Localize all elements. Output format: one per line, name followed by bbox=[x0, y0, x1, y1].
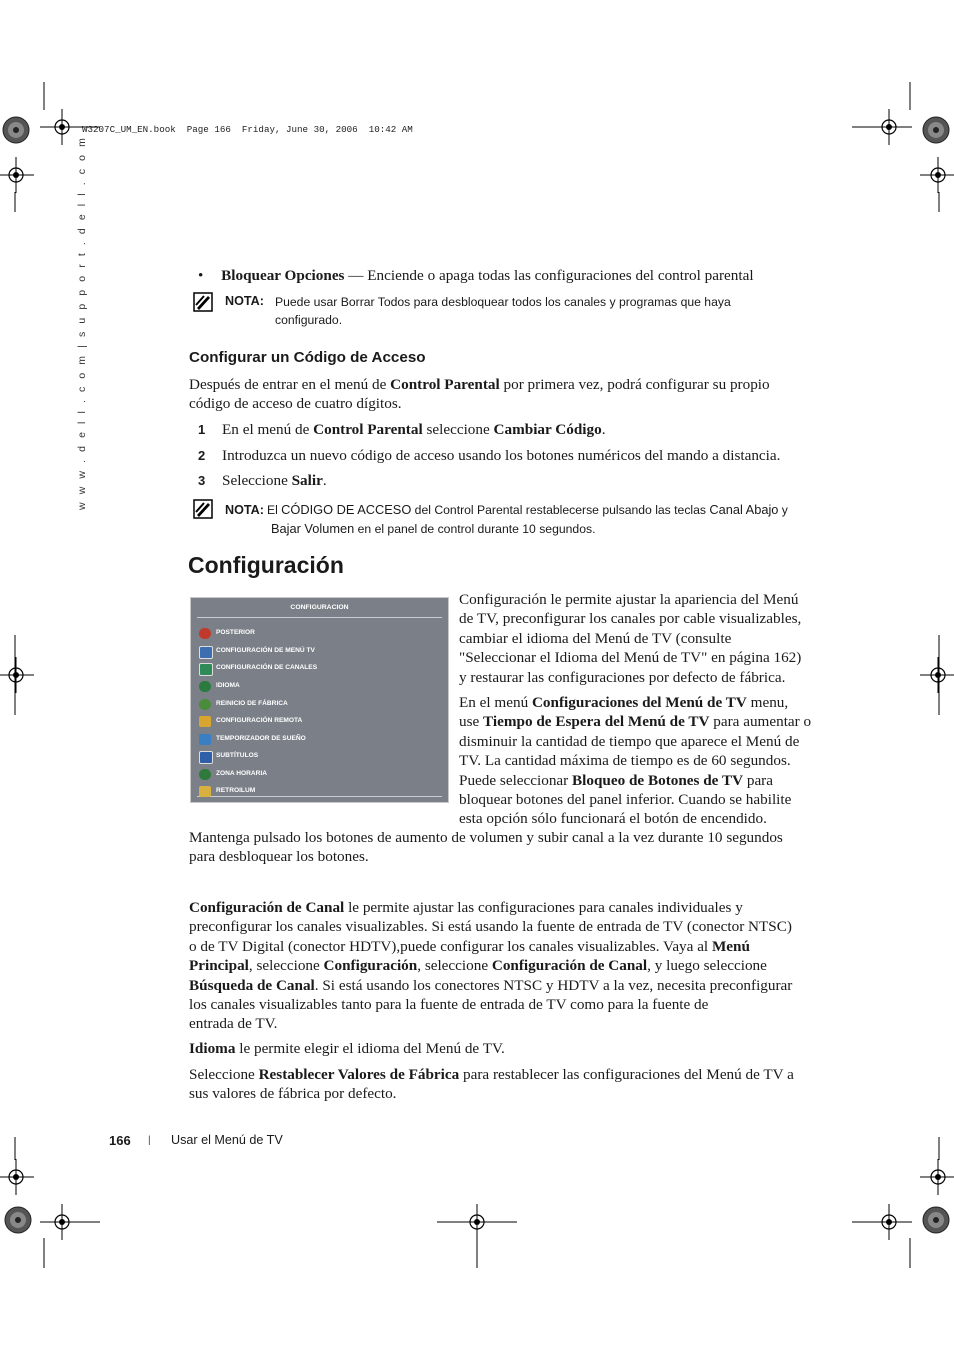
print-header: W3207C_UM_EN.book Page 166 Friday, June 30, 2006 10:42 AM bbox=[82, 124, 413, 135]
footer-section: Usar el Menú de TV bbox=[171, 1133, 283, 1147]
remote-icon bbox=[199, 716, 211, 727]
tv-menu-title: CONFIGURACION bbox=[290, 604, 349, 611]
factory-reset-icon bbox=[199, 699, 211, 710]
footer-separator: | bbox=[148, 1135, 151, 1146]
sidebar-url-text: w w w . d e l l . c o m | s u p p o r t . d e l l . c o m bbox=[76, 135, 88, 510]
step-3: 3 Seleccione Salir. bbox=[198, 472, 327, 489]
note1-line1: Puede usar Borrar Todos para desbloquear todos los canales y programas que haya bbox=[275, 295, 731, 309]
channels-icon bbox=[199, 663, 213, 676]
globe-icon bbox=[199, 681, 211, 692]
access-code-heading: Configurar un Código de Acceso bbox=[189, 349, 426, 366]
note1-line2: configurado. bbox=[275, 313, 343, 327]
backlight-icon bbox=[199, 786, 211, 797]
bullet-item bbox=[198, 266, 754, 285]
note1-label: NOTA: bbox=[225, 294, 264, 308]
note-pencil-icon bbox=[193, 292, 213, 312]
access-code-paragraph: Después de entrar en el menú de Control Parental por primera vez, podrá configurar su propio código de acceso de cuatro dígitos. bbox=[189, 376, 770, 413]
cc-icon bbox=[199, 751, 213, 764]
step-1: 1 En el menú de Control Parental seleccione Cambiar Código. bbox=[198, 421, 606, 438]
bullet-text: — Enciende o apaga todas las configuraciones del control parental bbox=[344, 267, 754, 284]
bullet-symbol: • bbox=[198, 267, 204, 284]
step-2: 2 Introduzca un nuevo código de acceso usando los botones numéricos del mando a distancia. bbox=[198, 447, 781, 464]
step-number: 3 bbox=[198, 473, 206, 488]
time-zone-icon bbox=[199, 769, 211, 780]
step-number: 1 bbox=[198, 422, 206, 437]
language-paragraph: Idioma le permite elegir el idioma del Menú de TV. bbox=[189, 1040, 505, 1057]
bullet-term: Bloquear Opciones bbox=[221, 267, 345, 284]
tv-menu-icon bbox=[199, 646, 213, 659]
note2: NOTA: El CÓDIGO DE ACCESO del Control Parental restablecerse pulsando las teclas Canal Abajo y Bajar Volumen en el panel de control durante 10 segundos. bbox=[225, 502, 788, 536]
tv-config-menu-image: CONFIGURACION POSTERIOR CONFIGURACIÓN DE MENÚ TV CONFIGURACIÓN DE CANALES IDIOMA REINICIO DE FÁBRICA CONFIGURACIÓN REMOTA TEMPORIZADOR DE SUEÑO SUBTÍTULOS ZONA HORARIA RETROILUM bbox=[190, 597, 449, 803]
tv-menu-settings-paragraph: En el menú Configuraciones del Menú de TV menu, use Tiempo de Espera del Menú de TV para aumentar o disminuir la cantidad de tiempo que aparece el Menú de TV. La cantidad máxima de tiempo es de 60 segundos. Puede seleccionar Bloqueo de Botones de TV para bloquear botones del panel inferior. Cuando se habilite esta opción sólo funcionará el botón de encendido. bbox=[459, 694, 812, 828]
back-icon bbox=[199, 628, 211, 639]
unlock-buttons-text: Mantenga pulsado los botones de aumento de volumen y subir canal a la vez durante 10 segundos para desbloquear los botones. bbox=[189, 829, 783, 866]
configuration-intro: Configuración le permite ajustar la apariencia del Menú de TV, preconfigurar los canales por cable visualizables, cambiar el idioma del Menú de TV (consulte "Seleccionar el Idioma del Menú de TV" en página 162) y restaurar las configuraciones por defecto de fábrica. bbox=[459, 591, 802, 686]
configuration-heading: Configuración bbox=[188, 552, 344, 578]
page-number: 166 bbox=[109, 1133, 131, 1148]
step-number: 2 bbox=[198, 448, 206, 463]
note2-label: NOTA: bbox=[225, 503, 264, 517]
factory-reset-paragraph: Seleccione Restablecer Valores de Fábrica para restablecer las configuraciones del Menú de TV a sus valores de fábrica por defecto. bbox=[189, 1066, 794, 1103]
channel-config-paragraph: Configuración de Canal le permite ajustar las configuraciones para canales individuales y preconfigurar los canales visualizables. Si está usando la fuente de entrada de TV (conector NTSC) o de TV Digital (conector HDTV),puede configurar los canales visualizables. Vaya al Menú Principal, seleccione Configuración, seleccione Configuración de Canal, y luego seleccione Búsqueda de Canal. Si está usando los conectores NTSC y HDTV a la vez, necesita preconfigurar los canales visualizables tanto para la fuente de entrada de TV como para la fuente de entrada de TV. bbox=[189, 899, 793, 1033]
note-pencil-icon bbox=[193, 499, 213, 519]
sleep-timer-icon bbox=[199, 734, 211, 745]
